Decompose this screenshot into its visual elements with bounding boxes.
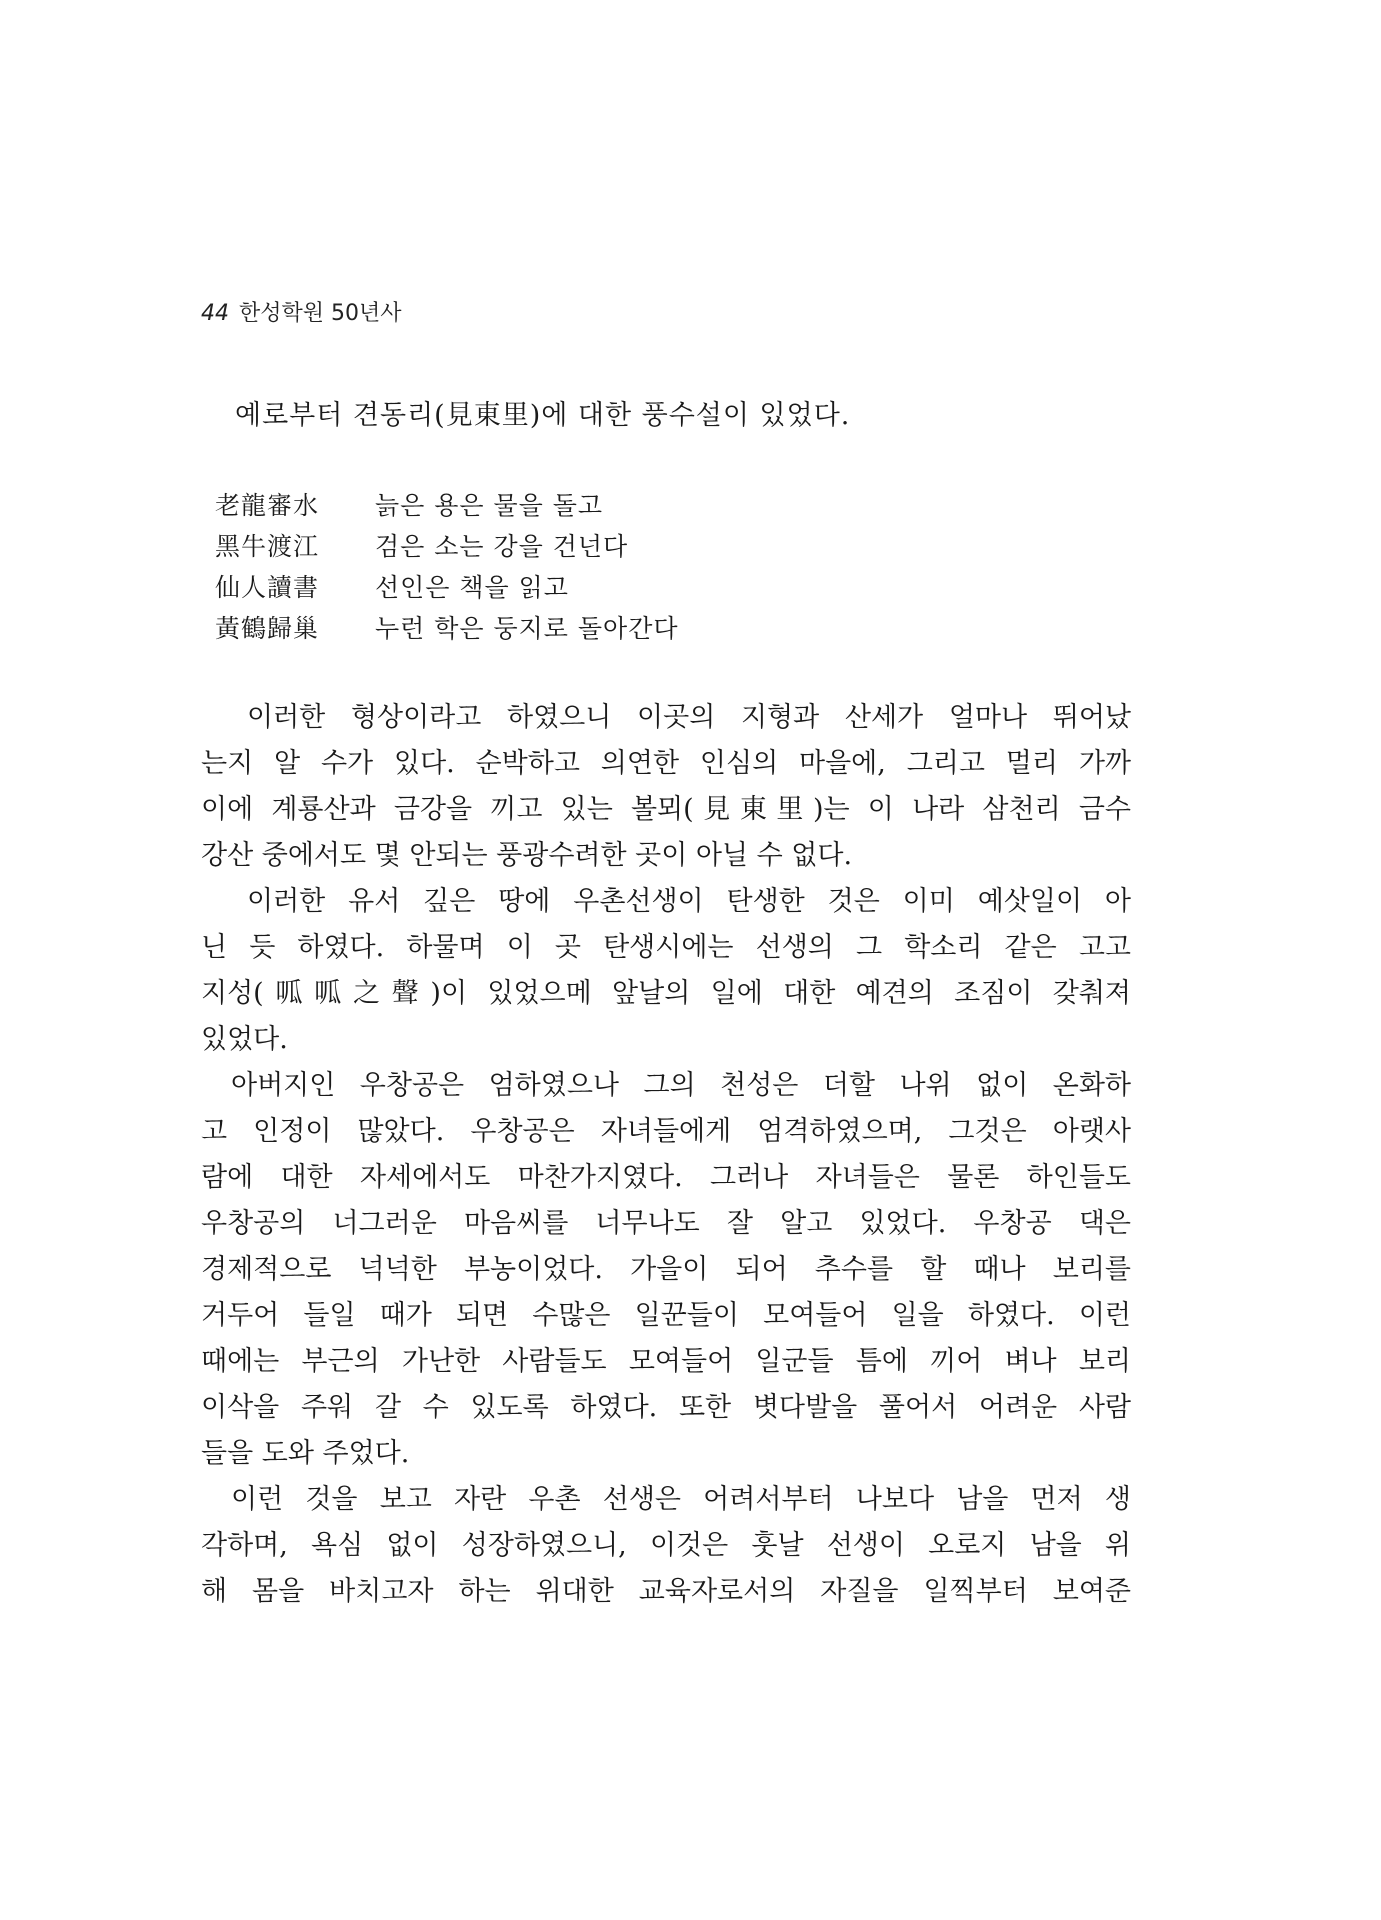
text-line: 해 몸을 바치고자 하는 위대한 교육자로서의 자질을 일찍부터 보여준 [201,1576,1131,1607]
text-line: 들을 도와 주었다. [201,1438,410,1469]
book-title: 한성학원 50년사 [239,301,402,326]
text-line: 람에 대한 자세에서도 마찬가지였다. 그러나 자녀들은 물론 하인들도 [201,1162,1131,1193]
text-line: 이런 것을 보고 자란 우촌 선생은 어려서부터 나보다 남을 먼저 생 [231,1484,1131,1515]
poem-hanja: 黃鶴歸巢 [215,613,320,643]
poem-korean: 늙은 용은 물을 돌고 [375,490,604,520]
poem-line [215,606,679,647]
poem-hanja: 仙人讀書 [215,572,320,602]
poem-korean: 검은 소는 강을 건넌다 [375,531,629,561]
text-line: 강산 중에서도 몇 안되는 풍광수려한 곳이 아닐 수 없다. [201,840,853,871]
text-line: 이러한 형상이라고 하였으니 이곳의 지형과 산세가 얼마나 뛰어났 [247,702,1131,733]
poem-korean: 누런 학은 둥지로 돌아간다 [375,613,679,643]
poem-block [215,483,679,647]
text-line: 거두어 들일 때가 되면 수많은 일꾼들이 모여들어 일을 하였다. 이런 [201,1300,1131,1331]
poem-line [215,565,679,606]
text-line: 지성(呱呱之聲)이 있었으메 앞날의 일에 대한 예견의 조짐이 갖춰져 [201,978,1131,1009]
text-line: 경제적으로 넉넉한 부농이었다. 가을이 되어 추수를 할 때나 보리를 [201,1254,1131,1285]
text-line: 있었다. [201,1024,288,1055]
text-line: 이러한 유서 깊은 땅에 우촌선생이 탄생한 것은 이미 예삿일이 아 [247,886,1131,917]
text-line: 고 인정이 많았다. 우창공은 자녀들에게 엄격하였으며, 그것은 아랫사 [201,1116,1131,1147]
text-line: 이삭을 주워 갈 수 있도록 하였다. 또한 볏다발을 풀어서 어려운 사람 [201,1392,1131,1423]
body-text [201,695,1131,1615]
intro-sentence: 예로부터 견동리(見東里)에 대한 풍수설이 있었다. [235,400,851,431]
text-line: 때에는 부근의 가난한 사람들도 모여들어 일군들 틈에 끼어 벼나 보리 [201,1346,1131,1377]
text-line: 우창공의 너그러운 마음씨를 너무나도 잘 알고 있었다. 우창공 댁은 [201,1208,1131,1239]
poem-line [215,524,679,565]
poem-line [215,483,679,524]
page-number: 44 [201,301,229,326]
text-line: 아버지인 우창공은 엄하였으나 그의 천성은 더할 나위 없이 온화하 [231,1070,1131,1101]
running-header [201,296,402,327]
text-line: 는지 알 수가 있다. 순박하고 의연한 인심의 마을에, 그리고 멀리 가까 [201,748,1131,779]
poem-hanja: 老龍審水 [215,490,320,520]
text-line: 각하며, 욕심 없이 성장하였으니, 이것은 훗날 선생이 오로지 남을 위 [201,1530,1131,1561]
text-line: 이에 계룡산과 금강을 끼고 있는 볼뫼(見東里)는 이 나라 삼천리 금수 [201,794,1131,825]
poem-hanja: 黑牛渡江 [215,531,320,561]
poem-korean: 선인은 책을 읽고 [375,572,569,602]
text-line: 닌 듯 하였다. 하물며 이 곳 탄생시에는 선생의 그 학소리 같은 고고 [201,932,1131,963]
